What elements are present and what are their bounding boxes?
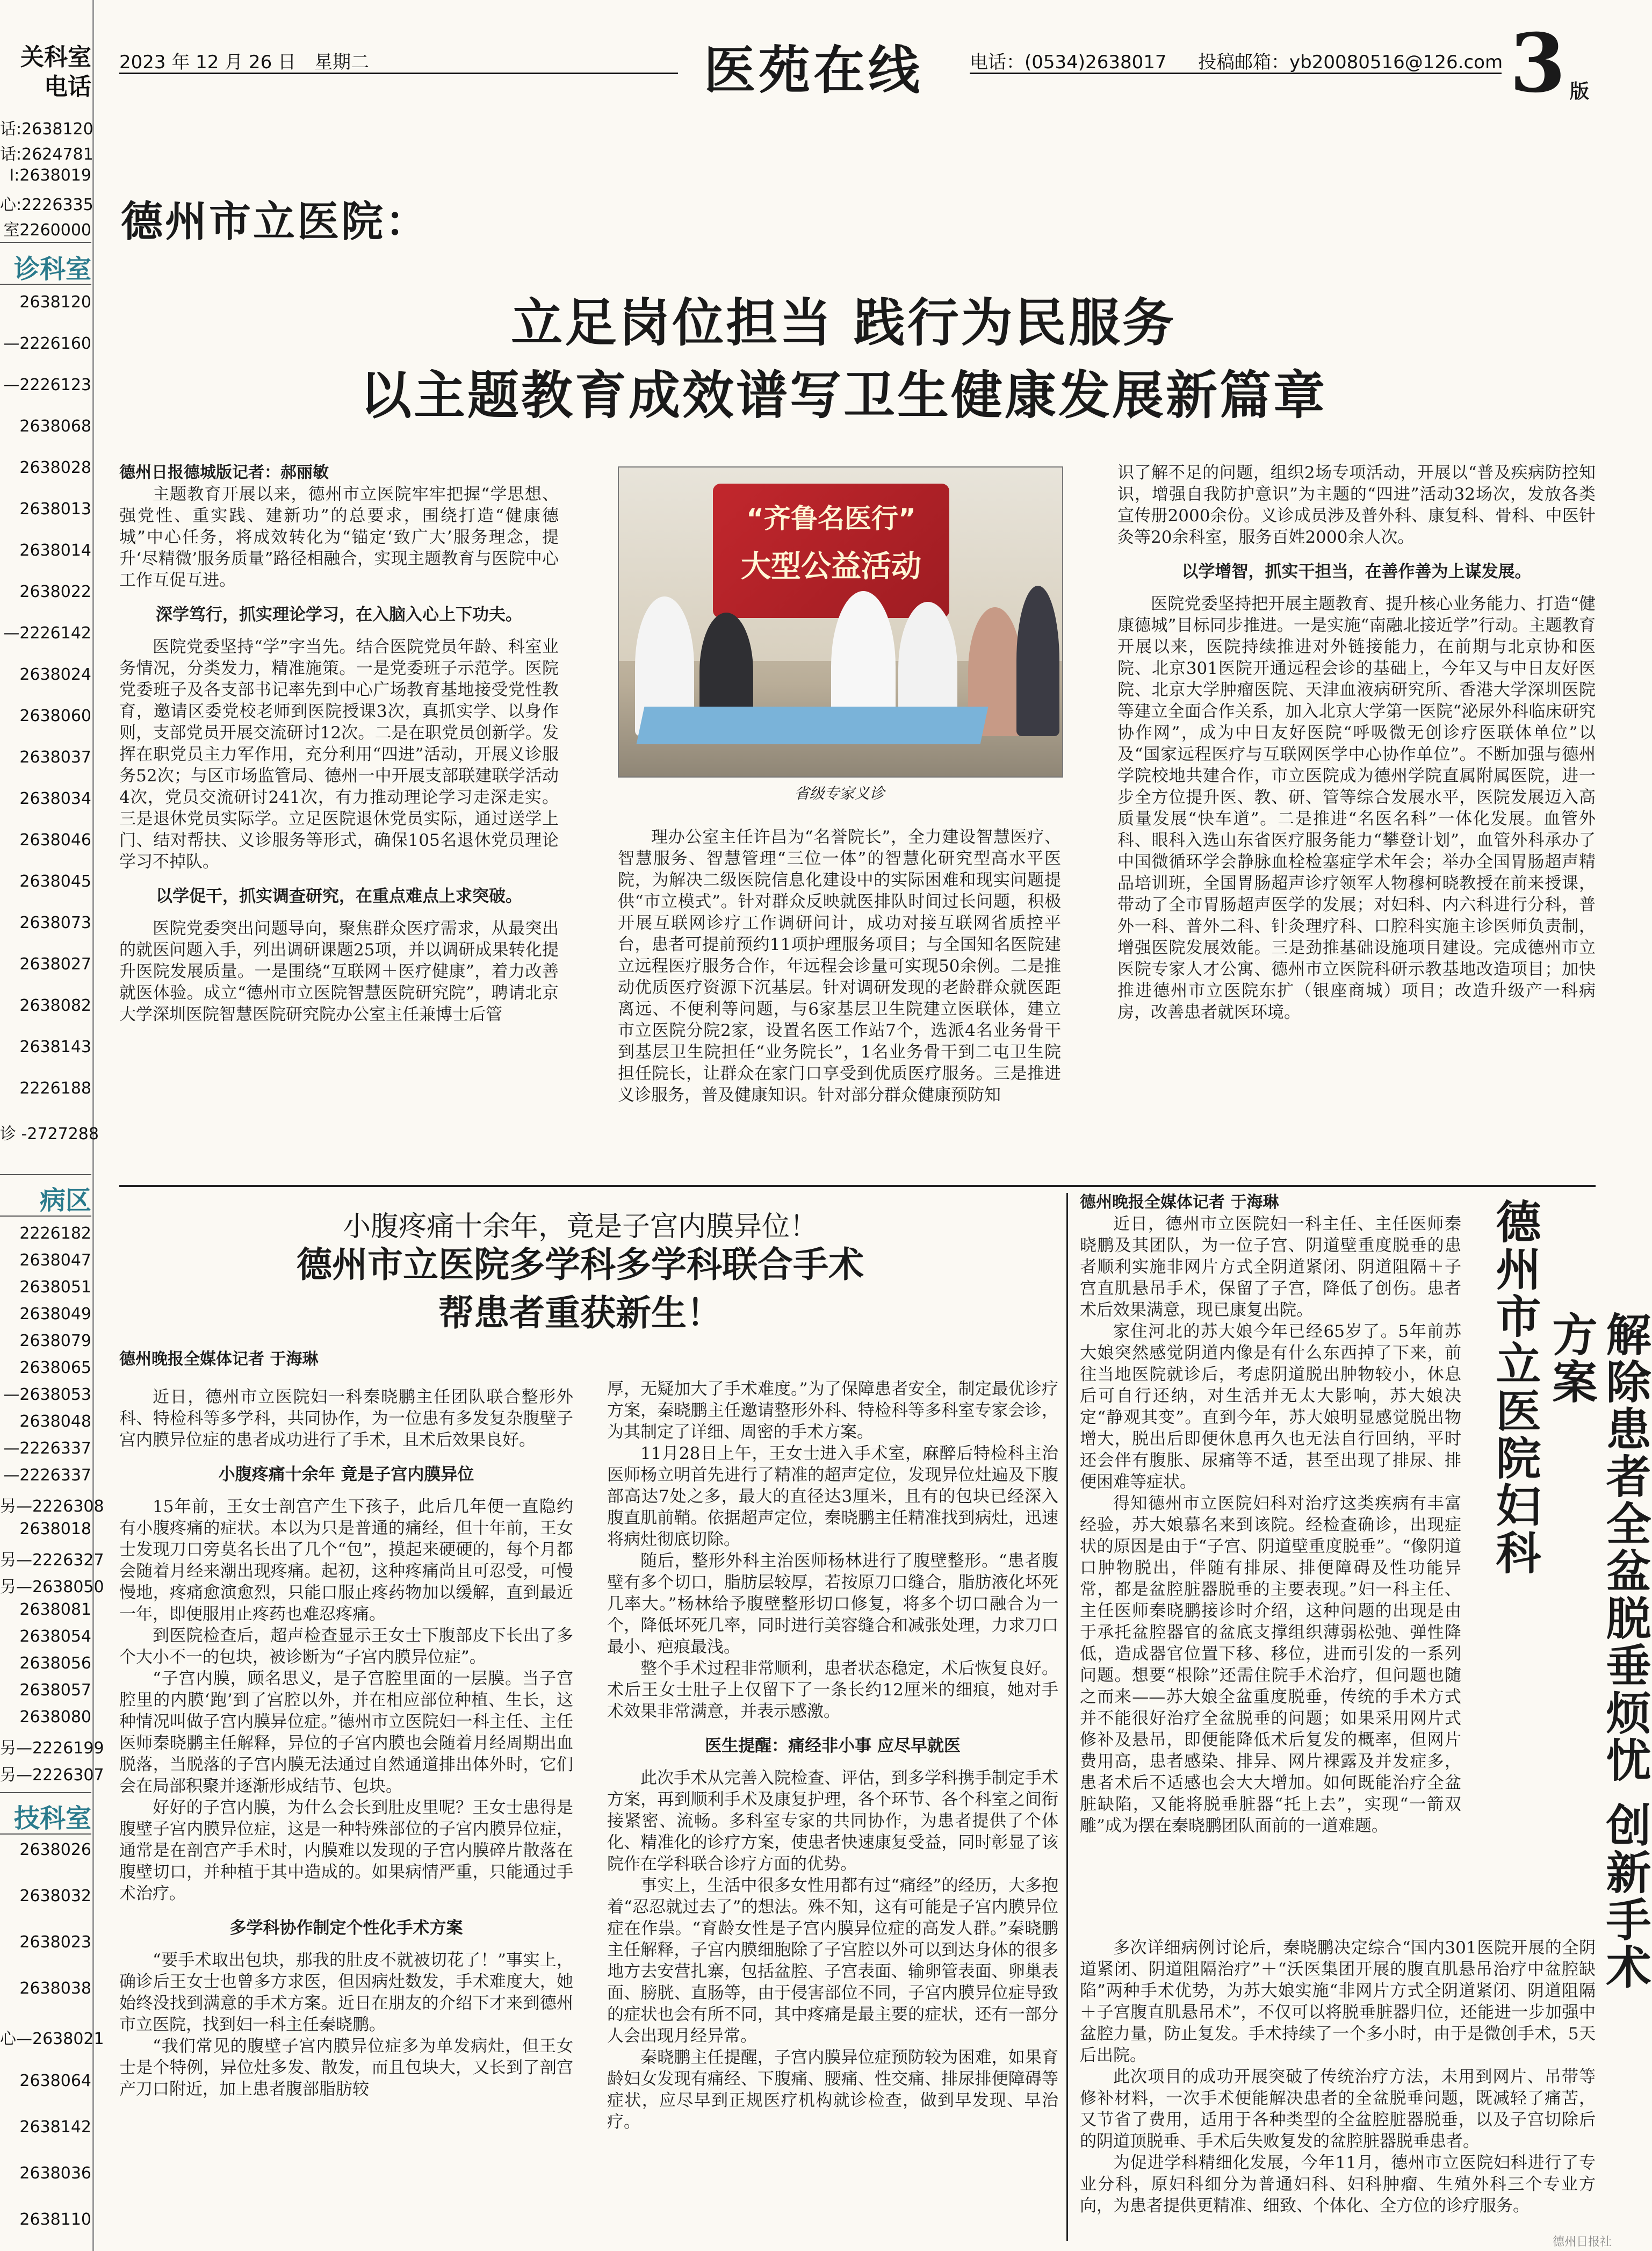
strip-phone-entry: 2638060	[19, 707, 91, 725]
article3-text-bottom	[1080, 1937, 1596, 2217]
strip-phone-entry: 2638048	[19, 1412, 91, 1431]
paragraph: 医院党委突出问题导向，聚焦群众医疗需求，从最突出的就医问题入手，列出调研课题25项，并以调研成果转化提升医院发展质量。一是围绕“互联网＋医疗健康”，着力改善就医体验。成立“德州市立医院智慧医院研究院”，聘请北京大学深圳医院智慧医院研究院办公室主任兼博士后管	[119, 919, 559, 1024]
paragraph: 医院党委坚持“学”字当先。结合医院党员年龄、科室业务情况，分类发力，精准施策。一是党委班子示范学。医院党委班子及各支部书记率先到中心广场教育基地接受党性教育，邀请区委党校老师到医院授课3次，真抓实学、以身作则，支部党员开展交流研讨12次。二是在职党员创新学。发挥在职党员主力军作用，充分利用“四进”活动，开展义诊服务52次；与区市场监管局、德州一中开展支部联建联学活动4次，党员交流研讨241次，有力推动理论学习走深走实。三是退休党员实际学。立足医院退休党员实际，通过送学上门、结对帮扶、义诊服务等形式，确保105名退休党员理论学习不掉队。	[119, 637, 559, 872]
paragraph: 家住河北的苏大娘今年已经65岁了。5年前苏大娘突然感觉阴道内像是有什么东西掉了下来，前往当地医院就诊后，考虑阴道脱出肿物较小，休息后可自行还纳，对生活并无太大影响，苏大娘决定“静观其变”。直到今年，苏大娘明显感觉脱出物增大，脱出后即便休息再久也无法自行回纳，平时还会伴有腹胀、尿痛等不适，甚至出现了排尿、排便困难等症状。	[1080, 1322, 1461, 1492]
article2-column-2	[607, 1378, 1058, 2133]
strip-phone: 心:2226335	[0, 196, 93, 214]
strip-section-title: 技科室	[13, 1803, 91, 1833]
section-divider	[119, 1185, 1059, 1187]
paragraph: “子宫内膜，顾名思义，是子宫腔里面的一层膜。当子宫腔里的内膜‘跑’到了宫腔以外，并在相应部位种植、生长，这种情况叫做子宫内膜异位症。”德州市立医院妇一科主任、主任医师秦晓鹏主任解释，异位的子宫内膜也会随着月经周期出血脱落，当脱落的子宫内膜无法通过自然通道排出体外时，它们会在局部积聚并逐渐形成结节、包块。	[119, 1669, 573, 1796]
article2-headline-2: 帮患者重获新生！	[438, 1292, 722, 1334]
strip-phone-entry: 2638057	[19, 1681, 91, 1700]
article1-column-1	[119, 462, 559, 1025]
article2-byline: 德州晚报全媒体记者 于海琳	[119, 1350, 319, 1369]
article1-headline-2: 以主题教育成效谱写卫生健康发展新篇章	[360, 365, 1327, 426]
paragraph: 近日，德州市立医院妇一科秦晓鹏主任团队联合整形外科、特检科等多学科，共同协作，为一位患有多发复杂腹壁子宫内膜异位症的患者成功进行了手术，且术后效果良好。	[119, 1387, 573, 1450]
strip-phone-entry: 2638013	[19, 500, 91, 519]
strip-section-title: 病区	[39, 1185, 91, 1216]
strip-phone-entry: 2638026	[19, 1840, 91, 1859]
paragraph: 随后，整形外科主治医师杨林进行了腹壁整形。“患者腹壁有多个切口，脂肪层较厚，若按原刀口缝合，脂肪液化坏死几率大。”杨林给予腹壁整形切口修复，将多个切口融合为一个，降低坏死几率，同时进行美容缝合和减张处理，力求刀口最小、疤痕最浅。	[607, 1551, 1058, 1657]
paragraph: 此次项目的成功开展突破了传统治疗方法，未用到网片、吊带等修补材料，一次手术便能解决患者的全盆脱垂问题，既减轻了痛苦，又节省了费用，适用于各种类型的全盆腔脏器脱垂，以及子宫切除后的阴道顶脱垂、手术后失败复发的盆腔脏器脱垂患者。	[1080, 2067, 1596, 2151]
strip-phone: 话:2638120	[0, 120, 93, 139]
strip-phone-entry: 2638036	[19, 2164, 91, 2183]
strip-phone-entry: —2226123	[3, 376, 91, 394]
strip-phone-entry: 2638045	[19, 872, 91, 891]
strip-phone-entry: 2638049	[19, 1305, 91, 1324]
paragraph: 主题教育开展以来，德州市立医院牢牢把握“学思想、强党性、重实践、建新功”的总要求，围绕打造“健康德城”中心任务，将成效转化为“锚定‘致广大’服务理念，提升‘尽精微’服务质量”路径相融合，实现主题教育与医院中心工作互促互进。	[119, 485, 559, 590]
strip-phone-entry: 2638023	[19, 1933, 91, 1952]
subheading: 小腹疼痛十余年 竟是子宫内膜异位	[218, 1465, 474, 1484]
paragraph: 事实上，生活中很多女性用都有过“痛经”的经历，大多抱着“忍忍就过去了”的想法。殊不知，这有可能是子宫内膜异位症在作祟。“育龄女性是子宫内膜异位症的高发人群。”秦晓鹏主任解释，子宫内膜细胞除了子宫腔以外可以到达身体的很多地方去安营扎寨，包括盆腔、子宫表面、输卵管表面、卵巢表面、膀胱、直肠等，由于侵害部位不同，子宫内膜异位症导致的症状也会有所不同，其中疼痛是最主要的症状，还有一部分人会出现月经异常。	[607, 1876, 1058, 2046]
paragraph: 厚，无疑加大了手术难度。”为了保障患者安全，制定最优诊疗方案，秦晓鹏主任邀请整形外科、特检科等多科室专家会诊，为其制定了详细、周密的手术方案。	[607, 1379, 1058, 1442]
strip-title: 关科室	[20, 44, 91, 71]
strip-phone-entry: 另—2226199	[0, 1739, 104, 1758]
paragraph: 理办公室主任许昌为“名誉院长”，全力建设智慧医疗、智慧服务、智慧管理“三位一体”的智慧化研究型高水平医院，为解决二级医院信息化建设中的实际困难和现实问题提供“市立模式”。针对群众反映就医排队时间过长问题，积极开展互联网诊疗工作调研问计，成功对接互联网省质控平台，患者可提前预约11项护理服务项目；与全国知名医院建立远程医疗服务合作，年远程会诊量可实现50余例。二是推动优质医疗资源下沉基层。针对调研发现的老龄群众就医距离远、不便利等问题，与6家基层卫生院建立医联体，建立市立医院分院2家，设置名医工作站7个，选派4名业务骨干到基层卫生院担任“业务院长”，1名业务骨干到二屯卫生院担任院长，让群众在家门口享受到优质医疗服务。三是推进义诊服务，普及健康知识。针对部分群众健康预防知	[618, 828, 1061, 1105]
strip-phone-entry: 另—2638050	[0, 1578, 104, 1596]
section-logo: 医苑在线	[704, 40, 923, 100]
subheading: 以学促干，抓实调查研究，在重点难点上求突破。	[156, 887, 522, 906]
strip-phone-entry: 2226188	[19, 1079, 91, 1098]
table	[637, 707, 989, 744]
watermark: 德州日报社	[1553, 2235, 1612, 2249]
strip-phone-entry: 2638081	[19, 1600, 91, 1619]
paragraph: 多次详细病例讨论后，秦晓鹏决定综合“国内301医院开展的全阴道紧闭、阴道阻隔治疗”＋“沃医集团开展的腹直肌悬吊治疗中盆腔缺陷”两种手术优势，为苏大娘实施“非网片方式全阴道紧闭、阴道阻隔＋子宫腹直肌悬吊术”，不仅可以将脱垂脏器归位，还能进一步加强中盆腔力量，防止复发。手术持续了一个多小时，由于是微创手术，5天后出院。	[1080, 1938, 1596, 2065]
paragraph: 好好的子宫内膜，为什么会长到肚皮里呢？王女士患得是腹壁子宫内膜异位症，这是一种特殊部位的子宫内膜异位症，通常是在剖宫产手术时，内膜难以发现的子宫内膜碎片散落在腹壁切口，并种植于其中造成的。如果病情严重，只能通过手术治疗。	[119, 1798, 573, 1903]
strip-phone: 话:2624781	[0, 145, 93, 164]
strip-phone-entry: 2638080	[19, 1708, 91, 1727]
photo-caption: 省级专家义诊	[794, 785, 885, 802]
subheading: 医生提醒：痛经非小事 应尽早就医	[705, 1736, 961, 1756]
section-divider	[1058, 1185, 1596, 1187]
strip-phone-entry: 另—2226307	[0, 1766, 104, 1785]
article1-headline-1: 立足岗位担当 践行为民服务	[511, 293, 1176, 353]
paragraph: 整个手术过程非常顺利，患者状态稳定，术后恢复良好。术后王女士肚子上仅留下了一条长约12厘米的细痕，她对手术效果非常满意，并表示感激。	[607, 1659, 1058, 1721]
paragraph: 到医院检查后，超声检查显示王女士下腹部皮下长出了多个大小不一的包块，被诊断为“子宫内膜异位症”。	[119, 1626, 573, 1667]
article1-kicker: 德州市立医院：	[121, 197, 430, 246]
header-rule	[119, 73, 678, 74]
strip-phone-entry: 2638142	[19, 2118, 91, 2137]
strip-phone-entry: 2638014	[19, 541, 91, 560]
issue-date: 2023 年 12 月 26 日 星期二	[119, 52, 370, 73]
paragraph: 医院党委坚持把开展主题教育、提升核心业务能力、打造“健康德城”目标同步推进。一是实施“南融北接近学”行动。主题教育开展以来，医院持续推进对外链接能力，在前期与北京协和医院、北京301医院开通远程会诊的基础上，今年又与中日友好医院、北京大学肿瘤医院、天津血液病研究所、香港大学深圳医院等建立全面合作关系，加入北京大学第一医院“泌尿外科临床研究协作网”，成为中日友好医院“呼吸微无创诊疗医联体单位”以及“国家远程医疗与互联网医学中心协作单位”。不断加强与德州学院校地共建合作，市立医院成为德州学院直属附属医院，进一步全方位提升医、教、研、管等综合发展水平，医院发展迈入高质量发展“快车道”。二是推进“名医名科”一体化发展。血管外科、眼科入选山东省医疗服务能力“攀登计划”，血管外科承办了中国微循环学会静脉血栓检塞症学术年会；举办全国胃肠超声精品培训班，全国胃肠超声诊疗领军人物穆柯晓教授在前来授课，带动了全市胃肠超声医学的发展；对妇科、内六科进行分科，普外一科、普外二科、针灸理疗科、口腔科实施主诊医师负责制，增强医院发展效能。三是劲推基础设施项目建设。完成德州市立医院专家人才公寓、德州市立医院科研示教基地改造项目；加快推进德州市立医院东扩（银座商城）项目；改造升级产一科病房，改善患者就医环境。	[1117, 594, 1596, 1022]
article1-column-3	[1117, 462, 1596, 1023]
paragraph: “我们常见的腹壁子宫内膜异位症多为单发病灶，但王女士是个特例，异位灶多发、散发，而且包块大，又长到了剖宫产刀口附近，加上患者腹部脂肪较	[119, 2037, 573, 2099]
strip-phone-entry: 2638143	[19, 1038, 91, 1056]
column-rule	[1066, 1193, 1068, 2241]
article3-text-top	[1080, 1192, 1461, 1837]
strip-phone-entry: 诊 -2727288	[0, 1125, 99, 1144]
article3-vertical-title-1: 德州市立医院妇科	[1489, 1198, 1541, 1577]
strip-phone-entry: 2638073	[19, 914, 91, 932]
paragraph: 为促进学科精细化发展，今年11月，德州市立医院妇科进行了专业分科，原妇科细分为普通妇科、妇科肿瘤、生殖外科三个专业方向，为患者提供更精准、细致、个体化、全方位的诊疗服务。	[1080, 2153, 1596, 2216]
strip-phone-entry: 2638082	[19, 996, 91, 1015]
subheading: 深学笃行，抓实理论学习，在入脑入心上下功夫。	[156, 605, 522, 624]
strip-phone-entry: 心—2638021	[0, 2030, 104, 2048]
strip-phone-entry: 2638120	[19, 293, 91, 312]
photo-banner-text: “齐鲁名医行”	[746, 503, 916, 534]
paragraph: 此次手术从完善入院检查、评估，到多学科携手制定手术方案，再到顺利手术及康复护理，各个环节、各个科室之间衔接紧密、流畅。多科室专家的共同协作，为患者提供了个体化、精准化的诊疗方案，使患者快速康复受益，同时彰显了该院作在学科联合诊疗方面的优势。	[607, 1768, 1058, 1874]
strip-title-2: 电话	[44, 73, 91, 100]
paragraph: 15年前，王女士剖宫产生下孩子，此后几年便一直隐约有小腹疼痛的症状。本以为只是普通的痛经，但十年前，王女士发现刀口旁莫名长出了几个“包”，摸起来硬硬的，每个月都会随着月经来潮出现疼痛。起初，这种疼痛尚且可忍受，可慢慢地，疼痛愈演愈烈，只能口服止疼药物加以缓解，直到最近一年，即便服用止疼药也难忍疼痛。	[119, 1497, 573, 1624]
paragraph: 秦晓鹏主任提醒，子宫内膜异位症预防较为困难，如果育龄妇女发现有痛经、下腹痛、腰痛、性交痛、排尿排便障碍等症状，应尽早到正规医疗机构就诊检查，做到早发现、早治疗。	[607, 2048, 1058, 2132]
strip-phone: 室2260000	[3, 221, 91, 240]
article1-photo	[618, 466, 1063, 778]
strip-phone-entry: 2638068	[19, 417, 91, 436]
strip-phone-entry: 2638065	[19, 1358, 91, 1377]
header-rule	[970, 73, 1502, 74]
strip-phone-entry: 2638051	[19, 1278, 91, 1297]
article1-column-2	[618, 826, 1061, 1106]
strip-phone-entry: 2638032	[19, 1887, 91, 1905]
strip-phone-entry: 2638028	[19, 458, 91, 477]
strip-phone-entry: —2638053	[3, 1385, 91, 1404]
header-phone: 电话：(0534)2638017	[970, 52, 1167, 73]
strip-phone-entry: 2638027	[19, 955, 91, 974]
paragraph: 11月28日上午，王女士进入手术室，麻醉后特检科主治医师杨立明首先进行了精准的超声定位，发现异位灶遍及下腹部高达7处之多，最大的直径达3厘米，且有的包块已经深入腹直肌前鞘。依据超声定位，秦晓鹏主任精准找到病灶，迅速将病灶彻底切除。	[607, 1444, 1058, 1549]
strip-phone-entry: 2638054	[19, 1627, 91, 1646]
article2-headline-1: 德州市立医院多学科多学科联合手术	[297, 1244, 864, 1285]
paragraph: 识了解不足的问题，组织2场专项活动，开展以“普及疾病防控知识，增强自我防护意识”为主题的“四进”活动32场次，发放各类宣传册2000余份。义诊成员涉及普外科、康复科、骨科、中医针灸等20余科室，服务百姓2000余人次。	[1117, 463, 1596, 547]
strip-phone-entry: 另—2226327	[0, 1551, 104, 1570]
strip-phone-entry: 2638022	[19, 582, 91, 601]
strip-phone-entry: 2638079	[19, 1332, 91, 1350]
paragraph: 近日，德州市立医院妇一科主任、主任医师秦晓鹏及其团队，为一位子宫、阴道壁重度脱垂的患者顺利实施非网片方式全阴道紧闭、阴道阻隔＋子宫直肌悬吊手术，保留了子宫，降低了创伤。患者术后效果满意，现已康复出院。	[1080, 1214, 1461, 1320]
strip-phone-entry: 2638034	[19, 789, 91, 808]
strip-phone-entry: 2638038	[19, 1979, 91, 1998]
strip-phone-entry: 2638064	[19, 2072, 91, 2090]
strip-phone-entry: 2638047	[19, 1251, 91, 1270]
strip-phone-entry: 2638018	[19, 1520, 91, 1538]
article3-byline: 德州晚报全媒体记者 于海琳	[1080, 1193, 1279, 1212]
strip-phone-entry: —2226160	[3, 334, 91, 353]
adjacent-page-strip	[0, 0, 104, 2251]
strip-phone-entry: 2638056	[19, 1654, 91, 1673]
strip-section-title: 诊科室	[13, 254, 91, 284]
strip-phone-entry: 另—2226308	[0, 1497, 104, 1516]
strip-phone: I:2638019	[9, 166, 91, 185]
strip-phone-entry: 2638024	[19, 665, 91, 684]
subheading: 多学科协作制定个性化手术方案	[229, 1918, 463, 1938]
strip-phone-entry: —2226337	[3, 1439, 91, 1458]
article3-vertical-title-2: 解除患者全盆脱垂烦忧 创新手术方案	[1545, 1311, 1651, 1991]
article2-deck: 小腹疼痛十余年，竟是子宫内膜异位！	[342, 1211, 818, 1243]
strip-phone-entry: 2226182	[19, 1224, 91, 1243]
paragraph: “要手术取出包块，那我的肚皮不就被切花了！”事实上，确诊后王女士也曾多方求医，但因病灶数发，手术难度大，她始终没找到满意的手术方案。近日在朋友的介绍下才来到德州市立医院，找到妇一科主任秦晓鹏。	[119, 1951, 573, 2034]
strip-phone-entry: —2226337	[3, 1466, 91, 1485]
strip-phone-entry: 2638046	[19, 831, 91, 850]
article2-column-1	[119, 1349, 573, 2100]
photo-banner-text: 大型公益活动	[741, 549, 921, 584]
header-email: 投稿邮箱：yb20080516@126.com	[1198, 52, 1503, 73]
strip-phone-entry: —2226142	[3, 624, 91, 643]
article1-byline: 德州日报德城版记者：郝丽敏	[119, 463, 329, 482]
page-number: 3	[1510, 16, 1566, 111]
strip-phone-entry: 2638037	[19, 748, 91, 767]
subheading: 以学增智，抓实干担当，在善作善为上谋发展。	[1181, 562, 1532, 581]
page-unit: 版	[1570, 81, 1590, 103]
paragraph: 得知德州市立医院妇科对治疗这类疾病有丰富经验，苏大娘慕名来到该院。经检查确诊，出现症状的原因是由于“子宫、阴道壁重度脱垂”。“像阴道口肿物脱出，伴随有排尿、排便障碍及性功能异常，都是盆腔脏器脱垂的主要表现。”妇一科主任、主任医师秦晓鹏接诊时介绍，这种问题的出现是由于承托盆腔器官的盆底支撑组织薄弱松弛、弹性降低，造成器官位置下移、移位，进而引发的一系列问题。想要“根除”还需住院手术治疗，但问题也随之而来——苏大娘全盆重度脱垂，传统的手术方式并不能很好治疗全盆脱垂的问题；如果采用网片式修补及悬吊，即便能降低术后复发的概率，但网片费用高，患者感染、排异、网片裸露及并发症多，患者术后不适感也会大大增加。如何既能治疗全盆脏缺陷，又能将脱垂脏器“托上去”，实现“一箭双雕”成为摆在秦晓鹏团队面前的一道难题。	[1080, 1494, 1461, 1836]
strip-phone-entry: 2638110	[19, 2210, 91, 2229]
